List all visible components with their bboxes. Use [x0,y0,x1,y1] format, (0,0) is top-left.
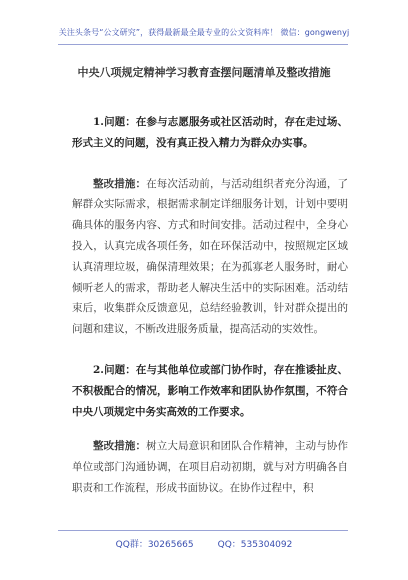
document-title: 中央八项规定精神学习教育查摆问题清单及整改措施 [77,66,331,79]
measure-label-1: 整改措施： [93,177,147,190]
measure-text-1: 在每次活动前，与活动组织者充分沟通，了解群众实际需求，根据需求制定详细服务计划，计划中要明确具体的服务内容、方式和时间安排。活动过程中，全身心投入，认真完成各项任务，如在环保活动中，按照规定区域认真清理垃圾，确保清理效果；在为孤寡老人服务时，耐心倾听老人的需求，帮助老人解决生活中的实际困难。活动结束后，收集群众反馈意见，总结经验教训，针对群众提出的问题和建议，不断改进服务质量，提高活动的实效性。 [72,177,349,336]
footer-divider [58,530,348,531]
footer [0,537,408,550]
header-divider [58,44,348,45]
measure-2 [72,436,348,498]
issue-1: 1.问题：在参与志愿服务或社区活动时，存在走过场、形式主义的问题，没有真正投入精力为群众办实事。 [72,116,348,149]
measure-text-2: 树立大局意识和团队合作精神，主动与协作单位或部门沟通协调，在项目启动初期，就与对方明确各自职责和工作流程，形成书面协议。在协作过程中，积 [72,440,349,494]
header-note: 关注头条号“公文研究”，获得最新最全最专业的公文资料库！ 微信：gongwenyj [58,28,350,37]
measure-1 [72,174,348,340]
footer-qq: QQ：535304092 [217,540,293,550]
issue-2: 2.问题：在与其他单位或部门协作时，存在推诿扯皮、不积极配合的情况，影响工作效率和团队协作氛围，不符合中央八项规定中务实高效的工作要求。 [72,363,348,418]
footer-qq-group: QQ群：30265665 [115,540,194,550]
measure-label-2: 整改措施： [93,440,147,453]
document-body [72,112,348,499]
